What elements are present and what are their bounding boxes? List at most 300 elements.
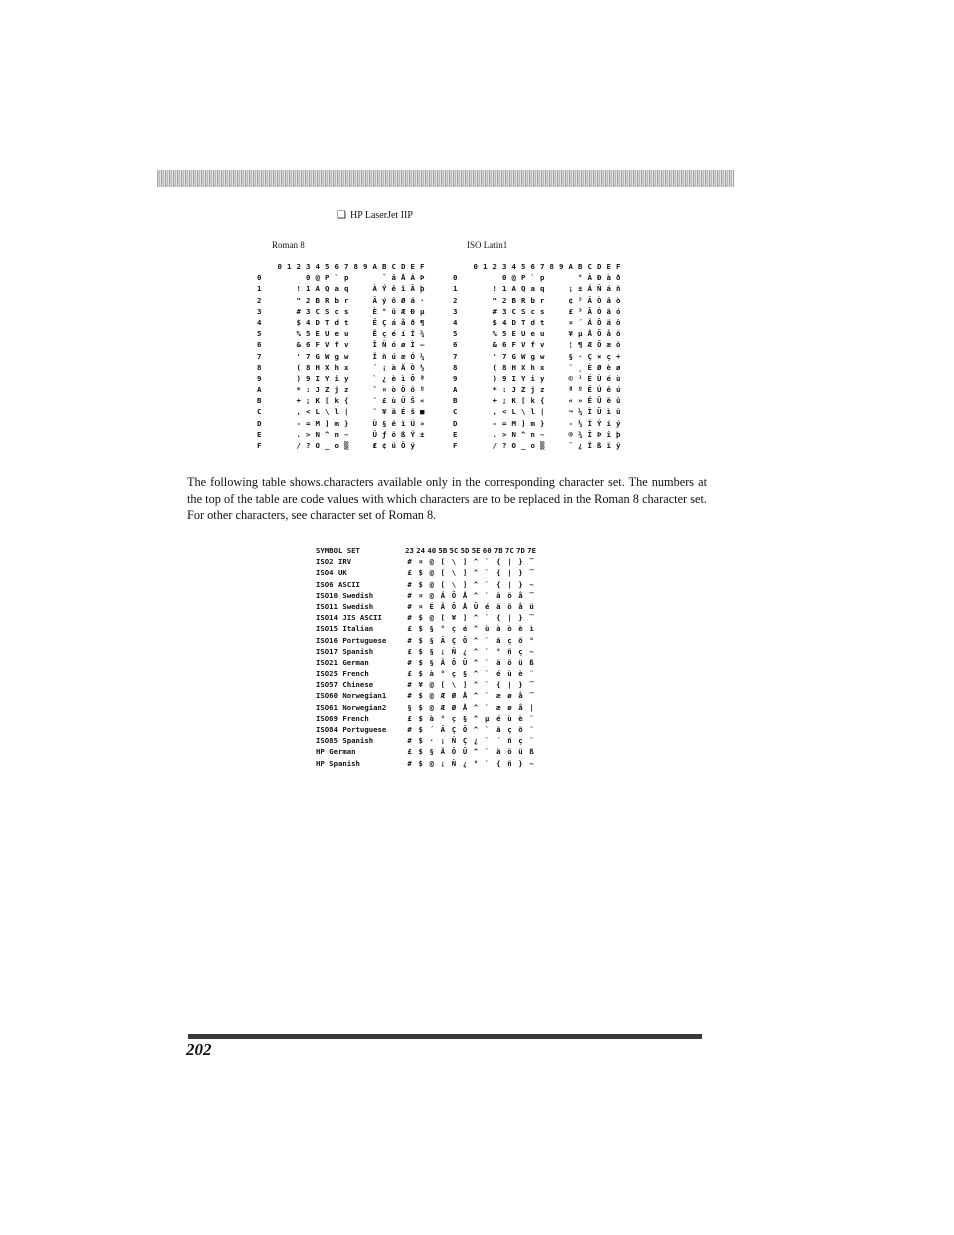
row-label: 1 <box>453 284 458 294</box>
symbol-cell: [ <box>440 680 446 690</box>
grid-row <box>453 351 623 362</box>
character-cell <box>471 317 481 328</box>
symbol-cell: } <box>518 568 523 578</box>
character-cell: c <box>530 306 535 316</box>
grid-row <box>453 339 623 350</box>
character-cell: & <box>492 340 497 350</box>
character-cell: ù <box>391 396 396 406</box>
character-cell: } <box>540 418 545 428</box>
code-header: 5C <box>449 546 459 555</box>
row-label: 5 <box>257 329 262 339</box>
column-header: 8 <box>353 262 358 271</box>
symbol-table-row <box>316 556 537 567</box>
character-cell: I <box>511 373 516 383</box>
character-cell <box>275 373 285 384</box>
character-cell <box>285 395 295 406</box>
character-cell: õ <box>410 385 415 395</box>
character-cell: ` <box>530 273 535 283</box>
grid-header-row <box>453 261 623 272</box>
character-cell: » <box>578 396 583 406</box>
character-cell: È <box>372 306 377 316</box>
column-header: 4 <box>315 262 320 271</box>
character-cell: b <box>334 295 339 305</box>
character-cell: 9 <box>306 373 311 383</box>
character-cell: ø <box>616 362 621 372</box>
character-cell: Q <box>325 284 330 294</box>
character-cell: \ <box>521 407 526 417</box>
character-cell <box>351 429 361 440</box>
character-cell: Æ <box>587 340 592 350</box>
character-cell <box>285 351 295 362</box>
character-cell <box>275 306 285 317</box>
symbol-cell: $ <box>418 725 423 734</box>
character-cell <box>471 362 481 373</box>
roman8-label: Roman 8 <box>272 240 305 250</box>
column-header: B <box>382 262 387 271</box>
character-cell <box>361 373 371 384</box>
character-cell: û <box>616 396 621 406</box>
character-cell <box>481 328 491 339</box>
character-cell: > <box>502 429 507 439</box>
character-cell: i <box>334 373 339 383</box>
character-cell <box>361 306 371 317</box>
character-cell <box>285 317 295 328</box>
character-cell <box>557 339 567 350</box>
symbol-cell: å <box>518 601 523 611</box>
symbol-cell: £ <box>407 568 412 578</box>
character-cell <box>557 418 567 429</box>
character-cell <box>481 440 491 451</box>
character-cell: I <box>315 373 320 383</box>
symbol-cell: Ö <box>451 657 457 667</box>
character-cell: Ô <box>597 317 602 327</box>
grid-row <box>453 328 623 339</box>
symbol-cell: £ <box>407 624 412 634</box>
column-header: C <box>587 262 592 271</box>
character-cell: ® <box>568 429 573 439</box>
grid-row <box>257 373 427 384</box>
character-cell: w <box>344 351 349 361</box>
symbol-cell: Ä <box>440 657 446 667</box>
symbol-cell: § <box>429 635 434 645</box>
character-cell: Û <box>597 396 602 406</box>
character-cell <box>557 317 567 328</box>
character-cell: ) <box>492 373 497 383</box>
character-cell: 4 <box>502 317 507 327</box>
character-cell: º <box>578 385 583 395</box>
code-header: 40 <box>427 546 437 555</box>
character-cell: 1 <box>502 284 507 294</box>
character-cell <box>361 429 371 440</box>
symbol-cell: } <box>518 680 523 690</box>
character-cell <box>547 283 557 294</box>
character-cell: = <box>306 418 311 428</box>
symbol-cell: ¿ <box>462 646 468 656</box>
character-cell: Ë <box>372 329 377 339</box>
character-cell: W <box>325 351 330 361</box>
symbol-cell: Ø <box>451 691 457 701</box>
character-cell <box>361 317 371 328</box>
character-cell: a <box>530 284 535 294</box>
symbol-cell: $ <box>418 691 423 701</box>
character-cell <box>351 440 361 451</box>
symbol-cell: ´ <box>496 736 501 746</box>
symbol-cell: ^ <box>473 579 479 589</box>
column-header: 3 <box>502 262 507 271</box>
character-cell: l <box>530 407 535 417</box>
column-header: F <box>420 262 425 271</box>
symbol-cell: Ä <box>440 590 446 600</box>
character-cell <box>361 406 371 417</box>
character-cell: Î <box>587 429 592 439</box>
character-cell: ó <box>391 340 396 350</box>
symbol-cell: £ <box>407 669 412 679</box>
character-cell <box>481 429 491 440</box>
character-cell: ¶ <box>578 340 583 350</box>
row-label: 0 <box>257 273 262 283</box>
symbol-cell: { <box>496 758 501 768</box>
row-label: E <box>257 429 262 439</box>
symbol-set-name: ISO10 Swedish <box>316 590 374 600</box>
character-cell: * <box>296 385 301 395</box>
character-cell: Y <box>521 373 526 383</box>
character-cell: Ö <box>597 340 602 350</box>
character-cell: ; <box>306 396 311 406</box>
character-cell: n <box>334 429 339 439</box>
symbol-cell: ä <box>496 590 501 600</box>
character-cell <box>275 272 285 283</box>
symbol-cell: å <box>518 691 523 701</box>
character-cell: Ç <box>382 317 387 327</box>
symbol-cell: [ <box>440 579 446 589</box>
row-label: A <box>453 385 458 395</box>
character-cell: f <box>530 340 535 350</box>
character-cell: p <box>344 273 349 283</box>
row-label: 7 <box>453 351 458 361</box>
symbol-cell: $ <box>418 568 423 578</box>
character-cell: ë <box>391 418 396 428</box>
character-cell: j <box>334 385 339 395</box>
character-cell: G <box>511 351 516 361</box>
grid-row <box>453 418 623 429</box>
symbol-cell: Æ <box>440 691 446 701</box>
character-cell: Z <box>325 385 330 395</box>
character-cell <box>275 429 285 440</box>
character-cell: ¯ <box>568 441 573 450</box>
character-cell: ~ <box>344 429 349 439</box>
character-cell: E <box>511 329 516 339</box>
character-cell: ' <box>296 351 301 361</box>
symbol-cell: ¨ <box>529 713 534 723</box>
character-cell: Ý <box>597 418 602 428</box>
character-cell: Å <box>587 329 592 339</box>
column-header: 2 <box>296 262 301 271</box>
character-cell: « <box>420 396 425 406</box>
character-cell <box>547 362 557 373</box>
symbol-cell: @ <box>429 758 434 768</box>
character-cell: H <box>511 362 516 372</box>
symbol-cell: } <box>518 579 523 589</box>
character-cell: º <box>420 385 425 395</box>
character-cell: Ñ <box>597 284 602 294</box>
symbol-cell: [ <box>440 568 446 578</box>
symbol-cell: ° <box>440 713 446 723</box>
column-header: 5 <box>521 262 526 271</box>
symbol-cell: [ <box>440 557 446 567</box>
character-cell <box>285 429 295 440</box>
symbol-cell: ^ <box>473 725 479 734</box>
character-cell: | <box>540 407 545 417</box>
character-cell <box>471 406 481 417</box>
symbol-cell: Ö <box>451 747 457 757</box>
symbol-cell: ä <box>496 657 501 667</box>
character-cell: Ý <box>382 284 387 294</box>
column-header: 2 <box>492 262 497 271</box>
character-cell: : <box>306 385 311 395</box>
character-cell <box>285 295 295 306</box>
symbol-cell: ñ <box>507 646 512 656</box>
character-cell: L <box>315 407 320 417</box>
column-header: 9 <box>363 262 368 271</box>
symbol-cell: # <box>407 601 412 611</box>
character-cell: · <box>578 351 583 361</box>
symbol-cell: ^ <box>473 680 479 690</box>
symbol-cell: \ <box>451 680 457 690</box>
symbol-table-row <box>316 612 537 623</box>
symbol-cell: ç <box>507 725 512 734</box>
column-header: 1 <box>287 262 292 271</box>
symbol-cell: | <box>507 680 512 690</box>
character-cell: ¿ <box>382 373 387 383</box>
character-cell: U <box>521 329 526 339</box>
symbol-cell: ` <box>485 613 490 623</box>
character-cell: k <box>334 396 339 406</box>
symbol-table-row <box>316 668 537 679</box>
character-cell <box>351 384 361 395</box>
character-cell: Ú <box>597 385 602 395</box>
character-cell: Ë <box>587 396 592 406</box>
character-cell <box>471 351 481 362</box>
character-cell <box>361 283 371 294</box>
character-cell <box>351 362 361 373</box>
header-band <box>157 170 734 187</box>
symbol-cell: ‾ <box>529 680 534 690</box>
character-cell: Õ <box>410 373 415 383</box>
character-cell: A <box>511 284 516 294</box>
symbol-cell: ^ <box>473 713 479 723</box>
row-label: 2 <box>257 295 262 305</box>
symbol-cell: Ç <box>451 635 457 645</box>
character-cell: 6 <box>306 340 311 350</box>
character-cell: ] <box>521 418 526 428</box>
symbol-cell: ~ <box>529 579 534 589</box>
character-cell: ð <box>410 317 415 327</box>
row-label: 8 <box>257 362 262 372</box>
character-cell <box>471 306 481 317</box>
row-label: D <box>453 418 458 428</box>
column-header: C <box>391 262 396 271</box>
symbol-cell: é <box>462 624 468 634</box>
symbol-table-row <box>316 646 537 657</box>
character-cell: ^ <box>325 429 330 439</box>
row-label: C <box>257 407 262 417</box>
character-cell: × <box>597 351 602 361</box>
row-label: 8 <box>453 362 458 372</box>
symbol-cell: ` <box>485 747 490 757</box>
symbol-cell: } <box>518 557 523 567</box>
character-cell: ½ <box>578 418 583 428</box>
character-cell <box>361 418 371 429</box>
symbol-set-name: ISO84 Portuguese <box>316 725 387 734</box>
character-cell <box>471 395 481 406</box>
character-cell: : <box>502 385 507 395</box>
character-cell: ^ <box>521 429 526 439</box>
character-cell <box>547 306 557 317</box>
character-cell: ² <box>578 295 583 305</box>
symbol-cell: § <box>429 747 434 757</box>
symbol-cell: ` <box>485 646 490 656</box>
symbol-cell: õ <box>518 725 523 734</box>
character-cell: Á <box>587 284 592 294</box>
symbol-cell: Ã <box>440 635 446 645</box>
character-cell: ± <box>578 284 583 294</box>
character-cell: Ÿ <box>410 429 415 439</box>
character-cell: ß <box>597 441 602 450</box>
character-cell: Å <box>401 273 406 283</box>
character-cell: ¾ <box>578 429 583 439</box>
symbol-cell: } <box>518 758 523 768</box>
character-cell: £ <box>568 306 573 316</box>
row-label: F <box>453 441 458 450</box>
grid-row <box>257 362 427 373</box>
symbol-cell: ° <box>496 646 501 656</box>
character-cell: 7 <box>306 351 311 361</box>
character-cell: Ã <box>410 284 415 294</box>
character-cell <box>557 351 567 362</box>
symbol-cell: ´ <box>429 725 434 734</box>
symbol-set-name: ISO6 ASCII <box>316 579 360 589</box>
character-cell: ¥ <box>382 407 387 417</box>
character-cell: q <box>344 284 349 294</box>
symbol-cell: ¿ <box>473 736 479 746</box>
character-cell: æ <box>401 351 406 361</box>
character-cell: ! <box>492 284 497 294</box>
grid-row <box>257 306 427 317</box>
character-cell: k <box>530 396 535 406</box>
symbol-cell: ø <box>507 702 512 712</box>
symbol-cell: | <box>529 702 534 712</box>
page-number: 202 <box>186 1040 212 1059</box>
symbol-cell: ¤ <box>418 557 423 567</box>
symbol-cell: Ü <box>473 601 479 611</box>
character-cell: S <box>521 306 526 316</box>
character-cell: Ò <box>597 295 602 305</box>
character-cell: T <box>521 317 526 327</box>
column-header: 5 <box>325 262 330 271</box>
character-cell: $ <box>296 317 301 327</box>
character-cell: | <box>344 407 349 417</box>
character-cell: Í <box>587 418 592 428</box>
character-cell: å <box>606 329 611 339</box>
symbol-cell: ¿ <box>462 758 468 768</box>
character-cell: ¡ <box>382 362 387 372</box>
character-cell: ´ <box>578 317 583 327</box>
character-cell: N <box>315 429 320 439</box>
character-cell: 5 <box>306 329 311 339</box>
symbol-cell: ã <box>496 725 501 734</box>
column-header: 7 <box>540 262 545 271</box>
character-cell: ª <box>420 373 425 383</box>
grid-row <box>453 440 623 451</box>
symbol-cell: ç <box>507 635 512 645</box>
character-cell: ¨ <box>568 362 573 372</box>
symbol-cell: £ <box>407 646 412 656</box>
symbol-cell: | <box>507 579 512 589</box>
character-cell: À <box>587 273 592 283</box>
character-cell: ¾ <box>420 329 425 339</box>
character-cell: x <box>540 362 545 372</box>
symbol-cell: ^ <box>473 646 479 656</box>
character-cell <box>275 283 285 294</box>
character-cell: o <box>530 441 535 450</box>
symbol-cell: ¡ <box>440 736 446 746</box>
character-cell <box>285 440 295 451</box>
symbol-cell: ] <box>462 613 468 623</box>
character-cell: X <box>521 362 526 372</box>
character-cell: G <box>315 351 320 361</box>
character-cell: Z <box>521 385 526 395</box>
character-cell: Þ <box>597 429 602 439</box>
character-cell: P <box>325 273 330 283</box>
character-cell: ú <box>616 385 621 395</box>
symbol-set-name: ISO15 Italian <box>316 624 374 634</box>
symbol-cell: # <box>407 613 412 623</box>
character-cell: ¦ <box>568 340 573 350</box>
character-cell <box>557 272 567 283</box>
character-cell: J <box>315 385 320 395</box>
symbol-set-name: ISO14 JIS ASCII <box>316 613 382 623</box>
character-cell <box>471 339 481 350</box>
character-cell <box>557 406 567 417</box>
symbol-cell: ü <box>518 747 523 757</box>
character-cell: , <box>296 407 301 417</box>
character-cell: ¯ <box>382 273 387 283</box>
character-cell: ì <box>606 407 611 417</box>
character-cell: Ø <box>597 362 602 372</box>
row-label: 5 <box>453 329 458 339</box>
symbol-table-row <box>316 690 537 701</box>
character-cell <box>481 395 491 406</box>
character-cell <box>351 328 361 339</box>
character-cell: ° <box>382 306 387 316</box>
symbol-table-row <box>316 713 537 724</box>
symbol-set-name: ISO21 German <box>316 657 369 667</box>
row-label: D <box>257 418 262 428</box>
code-header: 7B <box>493 546 503 555</box>
symbol-cell: à <box>496 624 501 634</box>
symbol-cell: å <box>518 702 523 712</box>
character-cell: ¤ <box>568 317 573 327</box>
character-cell: t <box>344 317 349 327</box>
character-cell <box>275 339 285 350</box>
code-header: 5B <box>438 546 448 555</box>
symbol-cell: Ã <box>440 725 446 734</box>
symbol-table-row <box>316 590 537 601</box>
character-cell <box>481 272 491 283</box>
grid-row <box>453 395 623 406</box>
character-cell: y <box>344 373 349 383</box>
character-cell: _ <box>325 441 330 450</box>
